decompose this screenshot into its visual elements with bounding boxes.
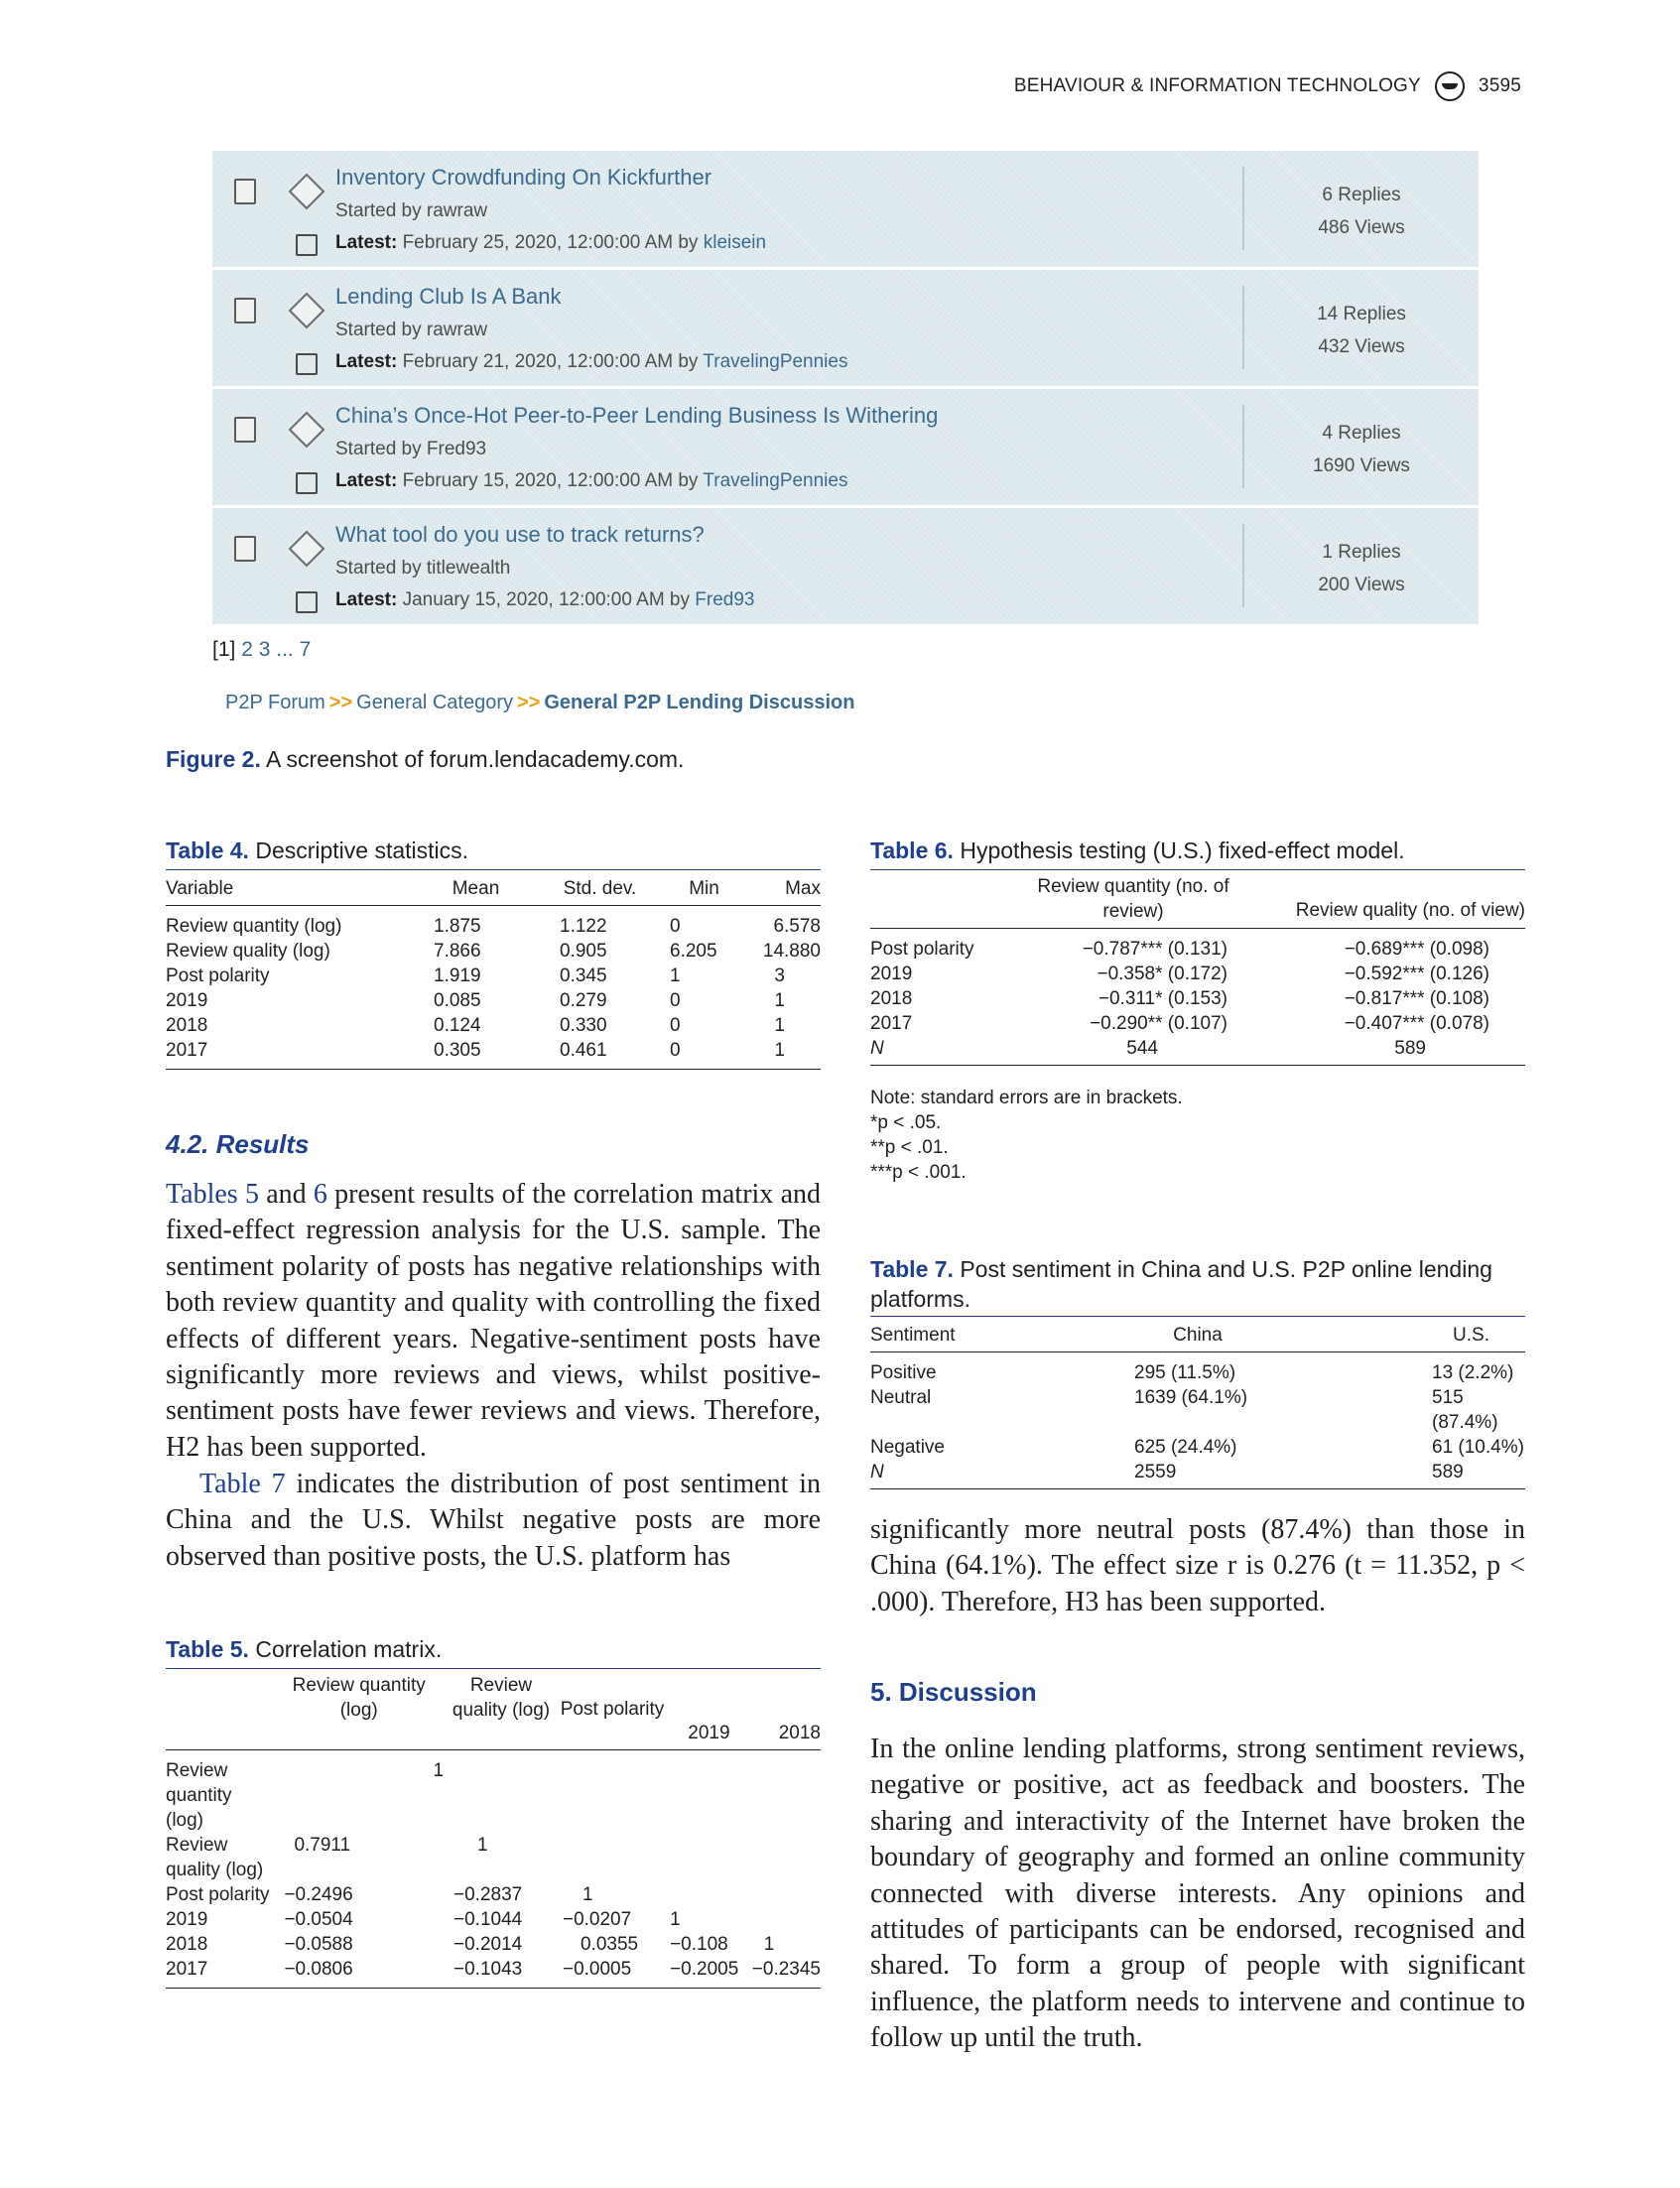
cell: 1.875: [434, 916, 481, 937]
cell: −0.311* (0.153): [1098, 988, 1228, 1009]
cell: 1: [774, 990, 785, 1011]
cell: 0.085: [434, 990, 481, 1011]
latest-post-icon: [296, 591, 318, 613]
cell: Review quality (log): [166, 941, 330, 962]
cell: −0.592*** (0.126): [1344, 964, 1489, 984]
cell: −0.817*** (0.108): [1344, 988, 1489, 1009]
col-header: Review quantity (no. of review): [1037, 876, 1229, 922]
cell: [752, 1833, 821, 1882]
cell: 6.205: [670, 941, 717, 962]
reply-count: 14 Replies: [1317, 304, 1406, 324]
col-header: 2018: [778, 1723, 821, 1743]
figure-label: Figure 2.: [166, 746, 261, 772]
cell: 13 (2.2%): [1432, 1362, 1514, 1383]
document-icon: [234, 179, 256, 204]
table-note: **p < .01.: [870, 1137, 949, 1158]
view-count: 486 Views: [1318, 217, 1405, 238]
cell: 1: [433, 1760, 445, 1781]
cell: 0.345: [560, 965, 607, 986]
col-header: U.S.: [1453, 1325, 1489, 1346]
cell: 61 (10.4%): [1432, 1437, 1524, 1458]
cell: 0.905: [560, 941, 607, 962]
cell: 0.330: [560, 1015, 607, 1036]
cell: −0.689*** (0.098): [1344, 939, 1489, 960]
row-label: Neutral: [870, 1387, 932, 1408]
thread-starter: Started by Fred93: [335, 439, 487, 459]
thread-latest: [335, 232, 766, 254]
topic-icon: [289, 293, 325, 329]
cell: 1.122: [560, 916, 607, 937]
thread-latest: [335, 470, 847, 492]
latest-post-icon: [296, 234, 318, 256]
table7-label: Table 7.: [870, 1256, 954, 1282]
running-header: [1014, 71, 1521, 101]
col-header: Post polarity: [560, 1699, 665, 1720]
row-label: Negative: [870, 1437, 945, 1458]
paragraph-text: present results of the correlation matrix and fixed-effect regression analysis for the U.S. sample. The sentiment polarity of posts has negative relationships with both review quantity and quality with controlling the fixed effects of different years. Negative-sentiment posts have significantly more reviews and views, whilst positive-sentiment posts have fewer reviews and views. Therefore, H2 has been supported.: [166, 1179, 821, 1463]
thread-row[interactable]: [212, 389, 1479, 505]
table6-caption: [870, 837, 1405, 864]
thread-latest: [335, 351, 847, 373]
table6: [870, 869, 1525, 1066]
cell: −0.2005: [670, 1959, 739, 1980]
thread-starter: Started by titlewealth: [335, 558, 511, 579]
latest-label: Latest:: [335, 232, 398, 253]
cell: 1: [670, 965, 681, 986]
cell: 2019: [166, 990, 208, 1011]
latest-label: Latest:: [335, 470, 398, 491]
cell: [444, 1750, 559, 1834]
table5: [166, 1668, 821, 1989]
table5-caption: [166, 1636, 442, 1663]
thread-title[interactable]: Lending Club Is A Bank: [335, 284, 562, 309]
cell: 0.0355: [580, 1934, 639, 1955]
table6-title: Hypothesis testing (U.S.) fixed-effect model.: [953, 837, 1405, 863]
table7-caption: [870, 1254, 1525, 1314]
cell: −0.787*** (0.131): [1082, 939, 1228, 960]
cell: 544: [1126, 1038, 1158, 1059]
table4-title: Descriptive statistics.: [248, 837, 469, 863]
figure-caption: [166, 746, 684, 773]
section-heading: 5. Discussion: [870, 1677, 1037, 1707]
document-icon: [234, 536, 256, 562]
cell: −0.2345: [751, 1959, 821, 1980]
cell: 0.461: [560, 1040, 607, 1061]
page-links[interactable]: 2 3 ... 7: [241, 638, 312, 661]
col-header: China: [1173, 1325, 1223, 1346]
row-label: 2017: [166, 1959, 208, 1980]
topic-icon: [289, 174, 325, 210]
cell: −0.1043: [453, 1959, 523, 1980]
thread-starter: Started by rawraw: [335, 320, 488, 340]
cell: 0.7911: [294, 1835, 351, 1856]
section-heading: 4.2. Results: [166, 1129, 310, 1159]
cell: [666, 1750, 752, 1834]
latest-post-icon: [296, 353, 318, 375]
col-header: Min: [689, 878, 719, 899]
thread-title[interactable]: China’s Once-Hot Peer-to-Peer Lending Business Is Withering: [335, 403, 939, 428]
cell: −0.0207: [562, 1909, 632, 1930]
cell: [559, 1833, 666, 1882]
thread-starter: Started by rawraw: [335, 200, 488, 221]
table5-title: Correlation matrix.: [248, 1636, 443, 1662]
cell: 589: [1432, 1462, 1464, 1482]
breadcrumb-separator: >>: [328, 692, 353, 713]
table-note: *p < .05.: [870, 1112, 942, 1133]
latest-label: Latest:: [335, 351, 398, 372]
page-number: 3595: [1478, 75, 1521, 96]
row-label: 2019: [870, 964, 913, 984]
latest-date: February 25, 2020, 12:00:00 AM by: [402, 232, 699, 253]
latest-date: February 21, 2020, 12:00:00 AM by: [402, 351, 699, 372]
cell: 1: [582, 1884, 593, 1905]
table4-label: Table 4.: [166, 837, 249, 863]
pagination[interactable]: [212, 638, 311, 662]
latest-label: Latest:: [335, 589, 398, 610]
table-ref-link[interactable]: 6: [313, 1179, 327, 1210]
table4-caption: [166, 837, 468, 864]
cell: 0: [670, 1040, 681, 1061]
latest-user[interactable]: TravelingPennies: [703, 470, 848, 491]
thread-title[interactable]: What tool do you use to track returns?: [335, 522, 705, 547]
cell: 7.866: [434, 941, 481, 962]
cell: −0.2496: [284, 1884, 353, 1905]
cell: 0.124: [434, 1015, 481, 1036]
cell: 0: [670, 990, 681, 1011]
col-header: [166, 1669, 274, 1750]
thread-row[interactable]: [212, 270, 1479, 386]
row-label: N: [870, 1462, 884, 1482]
latest-date: February 15, 2020, 12:00:00 AM by: [402, 470, 699, 491]
col-header: Review quality (no. of view): [1295, 900, 1525, 921]
figure-caption-text: A screenshot of forum.lendacademy.com.: [260, 746, 685, 772]
breadcrumb-separator: >>: [517, 692, 541, 713]
journal-logo-icon: [1435, 71, 1465, 101]
cell: 6.578: [773, 916, 821, 937]
current-page: [1]: [212, 638, 236, 661]
paragraph: In the online lending platforms, strong sentiment reviews, negative or positive, act as feedback and boosters. The sharing and interactivity of the Internet have broken the boundary of geography and formed an online community connected with diverse interests. Any opinions and attitudes of participants can be endorsed, recognised and shared. To form a group of people with significant influence, the platform needs to intervene and continue to follow up until the truth.: [870, 1734, 1525, 2054]
cell: [666, 1882, 752, 1907]
cell: −0.0588: [284, 1934, 353, 1955]
reply-count: 6 Replies: [1322, 185, 1401, 205]
table5-label: Table 5.: [166, 1636, 249, 1662]
document-icon: [234, 417, 256, 443]
thread-latest: [335, 589, 755, 611]
cell: 1: [670, 1909, 681, 1930]
cell: −0.1044: [453, 1909, 523, 1930]
cell: −0.358* (0.172): [1097, 964, 1228, 984]
row-label: 2018: [166, 1934, 208, 1955]
cell: 515 (87.4%): [1432, 1387, 1498, 1433]
cell: −0.0504: [284, 1909, 353, 1930]
view-count: 1690 Views: [1313, 455, 1410, 476]
paragraph-text: indicates the distribution of post sentiment in China and the U.S. Whilst negative posts are more observed than positive posts, the U.S. platform has: [166, 1469, 821, 1572]
cell: 1: [477, 1835, 488, 1856]
col-header: [870, 870, 1019, 929]
cell: [752, 1750, 821, 1834]
cell: 589: [1394, 1038, 1426, 1059]
view-count: 432 Views: [1318, 336, 1405, 357]
paragraph-text: and: [258, 1179, 314, 1210]
latest-user[interactable]: kleisein: [703, 232, 767, 253]
row-label: N: [870, 1038, 884, 1059]
breadcrumb-current[interactable]: General P2P Lending Discussion: [544, 692, 855, 713]
thread-title[interactable]: Inventory Crowdfunding On Kickfurther: [335, 165, 712, 190]
breadcrumb-general-category[interactable]: General Category: [356, 692, 514, 713]
col-header: Review quantity (log): [292, 1675, 426, 1721]
paragraph: [166, 1177, 821, 1466]
cell: 1: [763, 1934, 775, 1955]
document-icon: [234, 298, 256, 323]
cell: 1.919: [434, 965, 481, 986]
cell: [752, 1907, 821, 1932]
cell: 625 (24.4%): [1134, 1437, 1237, 1458]
reply-count: 1 Replies: [1322, 542, 1401, 563]
table-note: ***p < .001.: [870, 1162, 967, 1183]
cell: −0.2837: [453, 1884, 523, 1905]
col-header: Max: [785, 878, 821, 899]
row-label: 2019: [166, 1909, 208, 1930]
row-label: 2018: [870, 988, 913, 1009]
latest-post-icon: [296, 472, 318, 494]
cell: [559, 1750, 666, 1834]
cell: 1: [774, 1015, 785, 1036]
cell: −0.290** (0.107): [1090, 1013, 1228, 1034]
topic-icon: [289, 531, 325, 568]
cell: 0.305: [434, 1040, 481, 1061]
table6-label: Table 6.: [870, 837, 954, 863]
breadcrumb: [225, 692, 854, 714]
table4: [166, 869, 821, 1070]
cell: 1: [774, 1040, 785, 1061]
cell: 2559: [1134, 1462, 1177, 1482]
cell: 0: [670, 1015, 681, 1036]
forum-screenshot: [212, 151, 1479, 627]
row-label: Review quality (log): [166, 1835, 264, 1880]
thread-row[interactable]: [212, 151, 1479, 267]
row-label: 2017: [870, 1013, 913, 1034]
view-count: 200 Views: [1318, 575, 1405, 595]
cell: 0.279: [560, 990, 607, 1011]
row-label: Post polarity: [870, 939, 974, 960]
cell: −0.0005: [562, 1959, 632, 1980]
col-header: 2019: [688, 1723, 730, 1743]
cell: [752, 1882, 821, 1907]
row-label: Positive: [870, 1362, 937, 1383]
table6-notes: [870, 1086, 1183, 1185]
table-ref-link[interactable]: Tables 5: [166, 1179, 259, 1210]
journal-name: BEHAVIOUR & INFORMATION TECHNOLOGY: [1013, 75, 1421, 96]
cell: 2017: [166, 1040, 208, 1061]
col-header: Variable: [166, 878, 234, 899]
col-header: Std. dev.: [563, 878, 637, 899]
cell: Post polarity: [166, 965, 270, 986]
cell: Review quantity (log): [166, 916, 342, 937]
cell: −0.2014: [453, 1934, 523, 1955]
paragraph: [166, 1467, 821, 1575]
col-header: Mean: [452, 878, 500, 899]
table7: [870, 1316, 1525, 1489]
cell: −0.108: [670, 1934, 728, 1955]
breadcrumb-p2p-forum[interactable]: P2P Forum: [225, 692, 325, 713]
topic-icon: [289, 412, 325, 449]
row-label: Review quantity (log): [166, 1760, 232, 1831]
row-label: Post polarity: [166, 1884, 270, 1905]
cell: 14.880: [762, 941, 821, 962]
cell: 295 (11.5%): [1134, 1362, 1236, 1383]
cell: 1639 (64.1%): [1134, 1387, 1248, 1408]
cell: 2018: [166, 1015, 208, 1036]
thread-row[interactable]: [212, 508, 1479, 624]
cell: 3: [774, 965, 785, 986]
reply-count: 4 Replies: [1322, 423, 1401, 444]
table-note: Note: standard errors are in brackets.: [870, 1088, 1183, 1108]
latest-user[interactable]: TravelingPennies: [703, 351, 848, 372]
col-header: Review quality (log): [452, 1675, 551, 1721]
cell: [666, 1833, 752, 1882]
cell: −0.407*** (0.078): [1344, 1013, 1489, 1034]
col-header: Sentiment: [870, 1325, 956, 1346]
table-ref-link[interactable]: Table 7: [199, 1469, 286, 1499]
latest-user[interactable]: Fred93: [695, 589, 755, 610]
cell: −0.0806: [284, 1959, 353, 1980]
latest-date: January 15, 2020, 12:00:00 AM by: [402, 589, 691, 610]
paragraph: significantly more neutral posts (87.4%) than those in China (64.1%). The effect size r is 0.276 (t = 11.352, p < .000). Therefore, H3 has been supported.: [870, 1514, 1525, 1617]
table7-title: Post sentiment in China and U.S. P2P online lending platforms.: [870, 1256, 1492, 1312]
cell: 0: [670, 916, 681, 937]
